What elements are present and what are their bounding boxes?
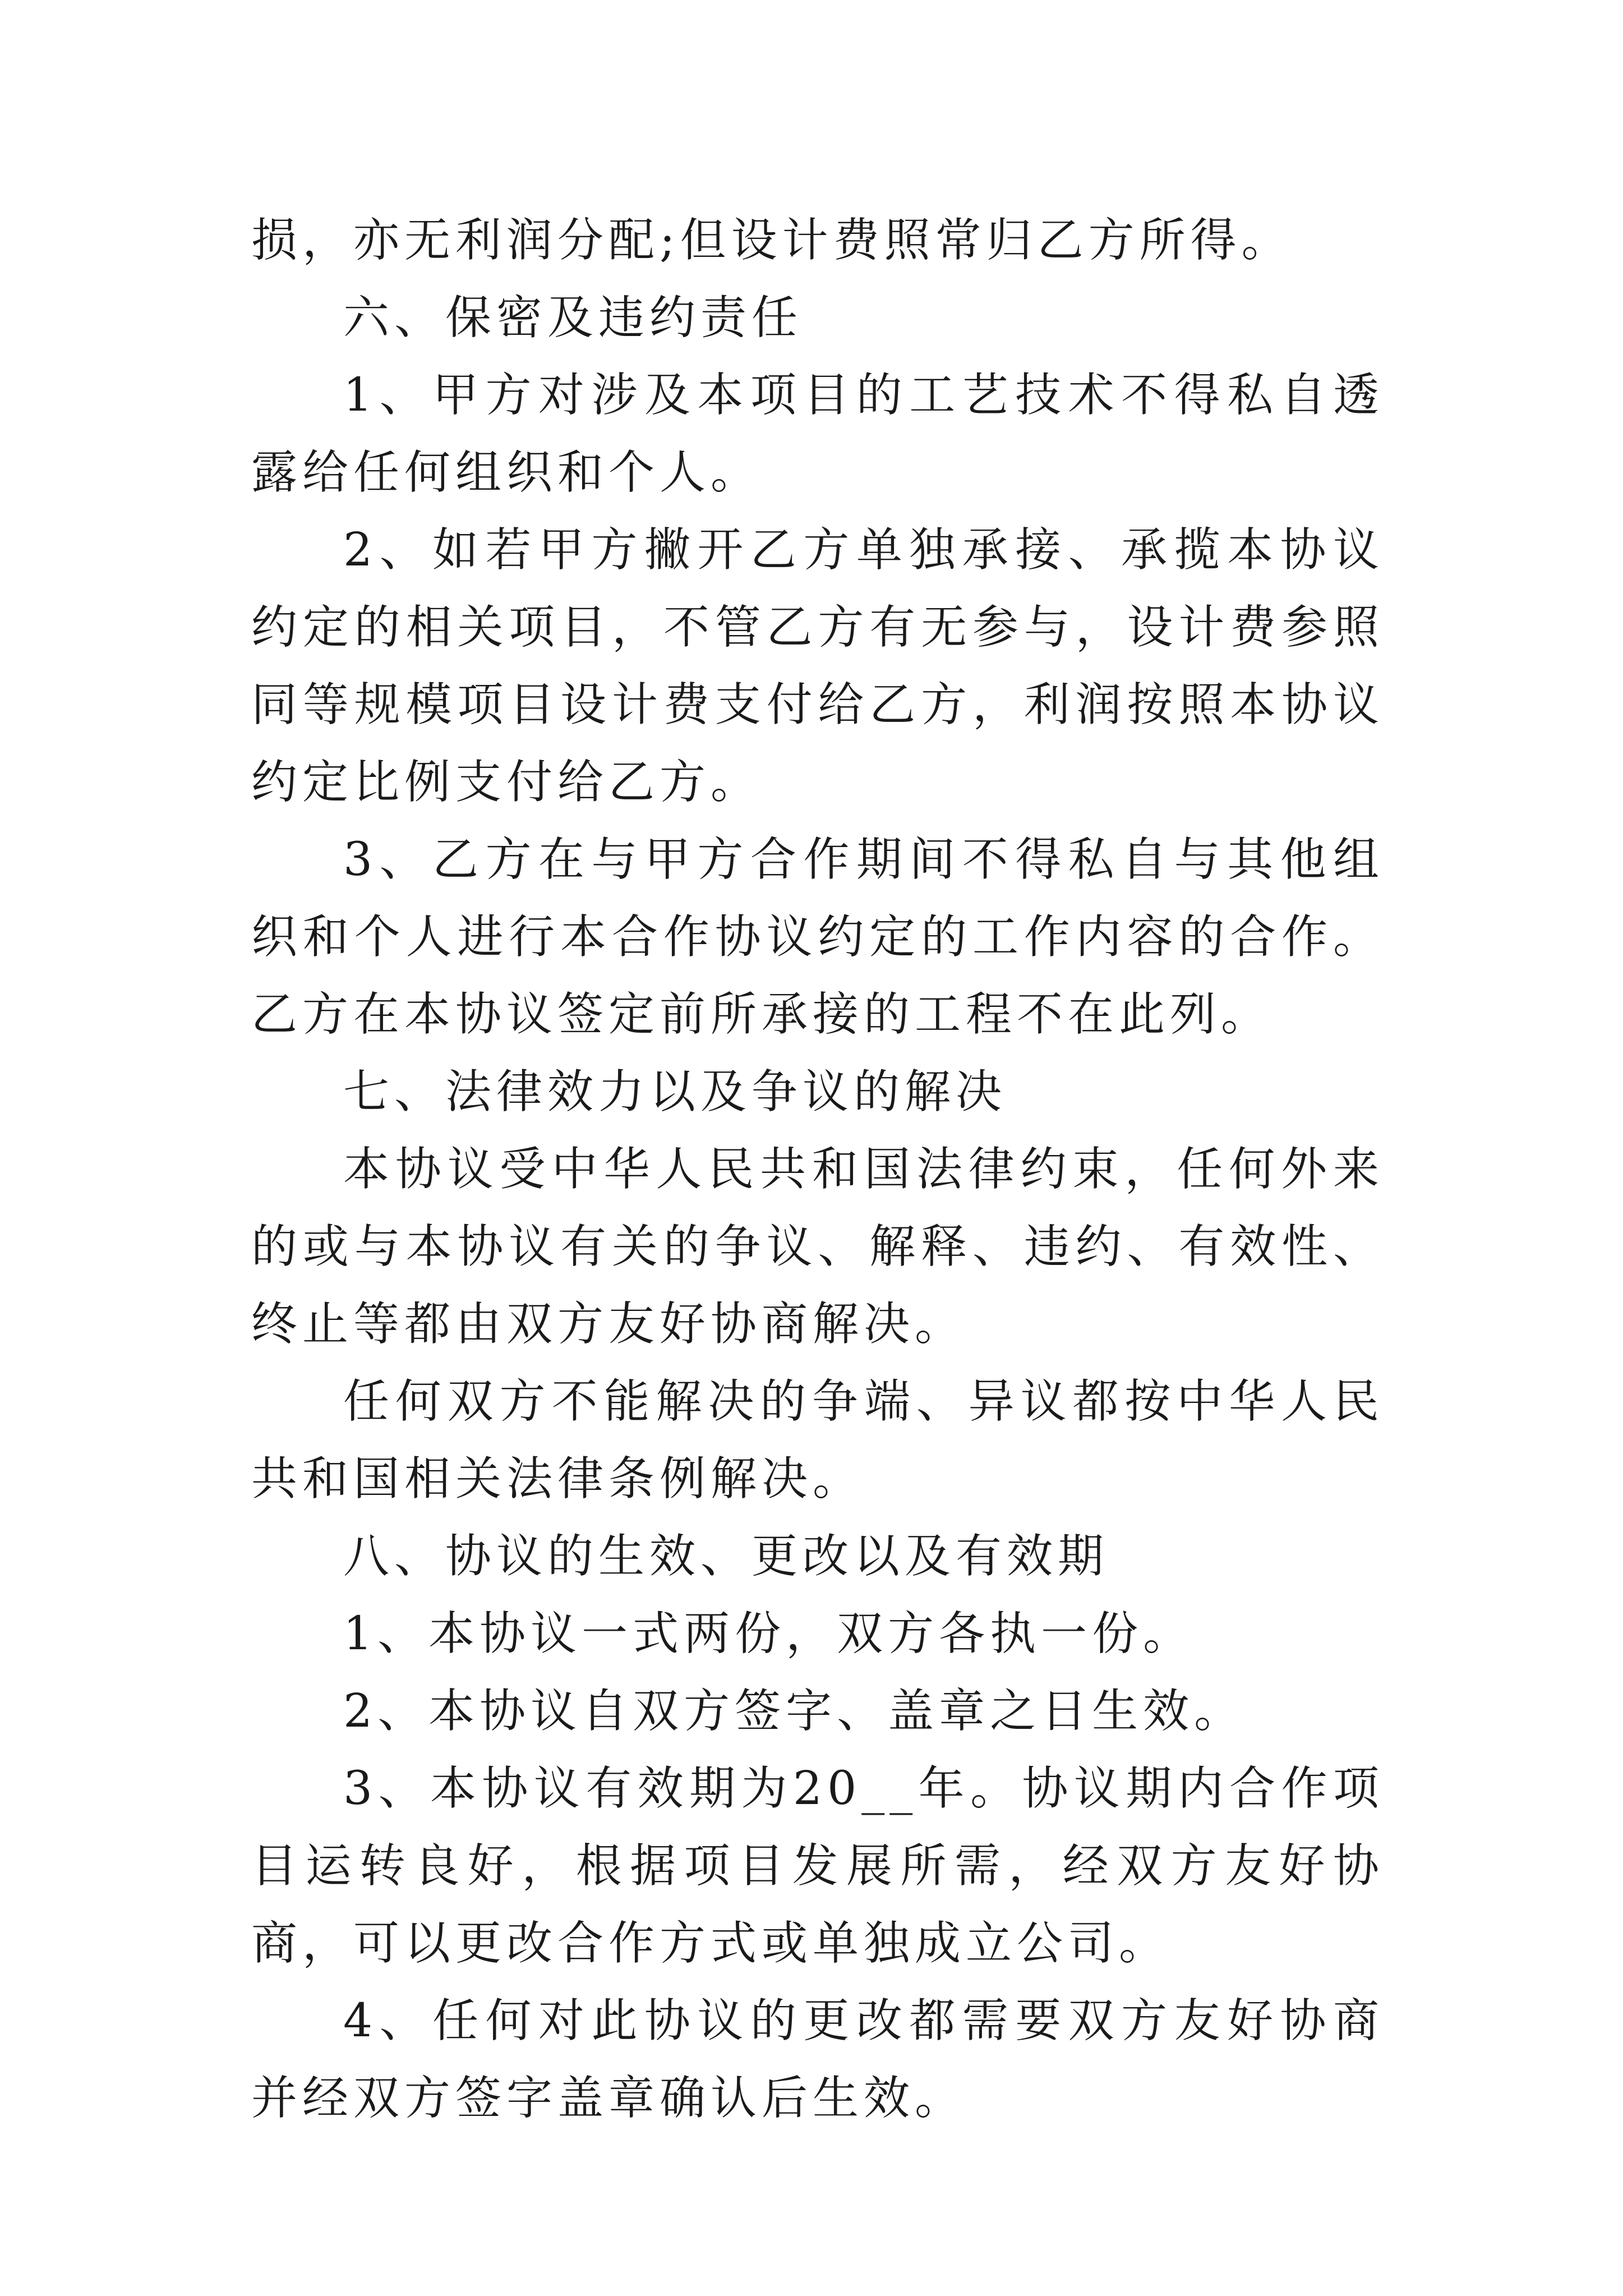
paragraph-continued: 损，亦无利润分配;但设计费照常归乙方所得。 [251,214,1293,267]
paragraph-clause: 4、任何对此协议的更改都需要双方友好协商并经双方签字盖章确认后生效。 [251,1994,1384,2125]
paragraph-clause: 任何双方不能解决的争端、异议都按中华人民共和国相关法律条例解决。 [251,1375,1384,1506]
paragraph-clause: 3、乙方在与甲方合作期间不得私自与其他组织和个人进行本合作协议约定的工作内容的合作。乙方在本协议签定前所承接的工程不在此列。 [251,833,1384,1041]
section-heading-confidentiality: 六、保密及违约责任 [343,291,803,344]
paragraph-clause: 1、甲方对涉及本项目的工艺技术不得私自透露给任何组织和个人。 [251,369,1384,499]
paragraph-clause: 1、本协议一式两份，双方各执一份。 [343,1607,1195,1660]
paragraph-clause: 2、如若甲方撇开乙方单独承接、承揽本协议约定的相关项目，不管乙方有无参与，设计费参照同等规模项目设计费支付给乙方，利润按照本协议约定比例支付给乙方。 [251,523,1384,809]
document-page [251,202,1384,2137]
section-heading-effectiveness: 八、协议的生效、更改以及有效期 [343,1530,1109,1583]
paragraph-clause: 本协议受中华人民共和国法律约束，任何外来的或与本协议有关的争议、解释、违约、有效性、终止等都由双方友好协商解决。 [251,1143,1384,1351]
paragraph-clause: 2、本协议自双方签字、盖章之日生效。 [343,1685,1246,1738]
paragraph-clause: 3、本协议有效期为20__年。协议期内合作项目运转良好，根据项目发展所需，经双方友好协商，可以更改合作方式或单独成立公司。 [251,1762,1384,1970]
section-heading-legal: 七、法律效力以及争议的解决 [343,1065,1007,1119]
